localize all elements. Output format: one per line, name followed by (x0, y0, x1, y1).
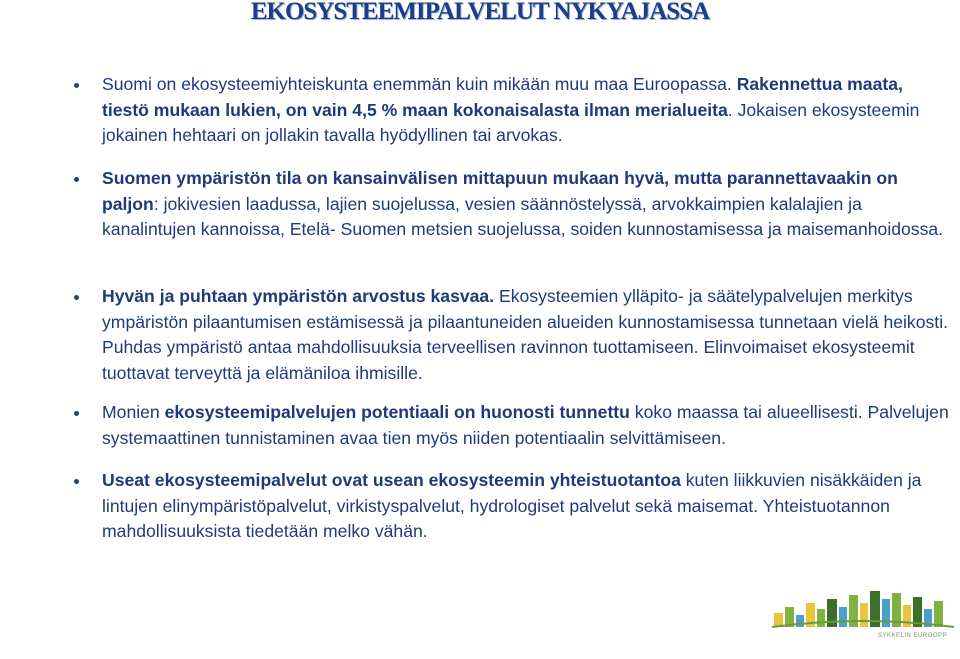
bullet-dot (74, 177, 79, 182)
bullet-text: Ekosysteemien ylläpito- ja säätelypalvelujen merkitys ympäristön pilaantumisen estämisessä ja pilaantuneiden alueiden kunnostamisessa tunnetaan vielä heikosti. Puhdas ympäristö antaa mahdollisuuksia terveellisen ravinnon tuottamiseen. Elinvoimaiset ekosysteemit tuottavat terveyttä ja elämäniloa ihmisille. (102, 286, 948, 383)
bullet-text: koko maassa tai alueellisesti. Palvelujen systemaattinen tunnistaminen avaa tien myös niiden potentiaalin selvittämiseen. (102, 402, 949, 448)
logo-graphic (772, 591, 954, 627)
bullet-text: Monien (102, 402, 165, 422)
bullet-dot (74, 83, 79, 88)
bullet-text: kuten liikkuvien nisäkkäiden ja lintujen elinympäristöpalvelut, virkistyspalvelut, hydrologiset palvelut sekä maisemat. Yhteistuotannon mahdollisuuksista tiedetään melko vähän. (102, 470, 922, 541)
bullet-dot (74, 411, 79, 416)
bullet-item (70, 284, 950, 386)
sykkeli-logo (768, 585, 958, 655)
bullet-item (70, 468, 950, 545)
bullet-item (70, 400, 950, 451)
bullet-item (70, 72, 950, 149)
page-title: EKOSYSTEEMIPALVELUT NYKYAJASSA (250, 0, 710, 25)
logo-text: SYKKELIN EUROOPP (878, 633, 948, 639)
bullet-emphasis: Hyvän ja puhtaan ympäristön arvostus kasvaa. (102, 286, 495, 306)
bullet-dot (74, 479, 79, 484)
bullet-emphasis: Rakennettua maata, tiestö mukaan lukien, on vain 4,5 % maan kokonaisalasta ilman merialueita (102, 74, 903, 120)
bullet-text: . Jokaisen ekosysteemin jokainen hehtaari on jollakin tavalla hyödyllinen tai arvokas. (102, 99, 920, 145)
bullet-dot (74, 295, 79, 300)
bullet-emphasis: Useat ekosysteemipalvelut ovat usean ekosysteemin yhteistuotantoa (102, 470, 681, 490)
bullet-item (70, 166, 950, 243)
bullet-emphasis: Suomen ympäristön tila on kansainvälisen mittapuun mukaan hyvä, mutta parannettavaakin on paljon (102, 168, 898, 214)
bullet-emphasis: ekosysteemipalvelujen potentiaali on huonosti tunnettu (164, 402, 630, 422)
bullet-text: Suomi on ekosysteemiyhteiskunta enemmän kuin mikään muu maa Euroopassa. (102, 74, 737, 94)
bullet-text: : jokivesien laadussa, lajien suojelussa, vesien säännöstelyssä, arvokkaimpien kalalajien ja kanalintujen kannoissa, Etelä- Suomen metsien suojelussa, soiden kunnostamisessa ja maisemanhoidossa. (102, 193, 944, 239)
